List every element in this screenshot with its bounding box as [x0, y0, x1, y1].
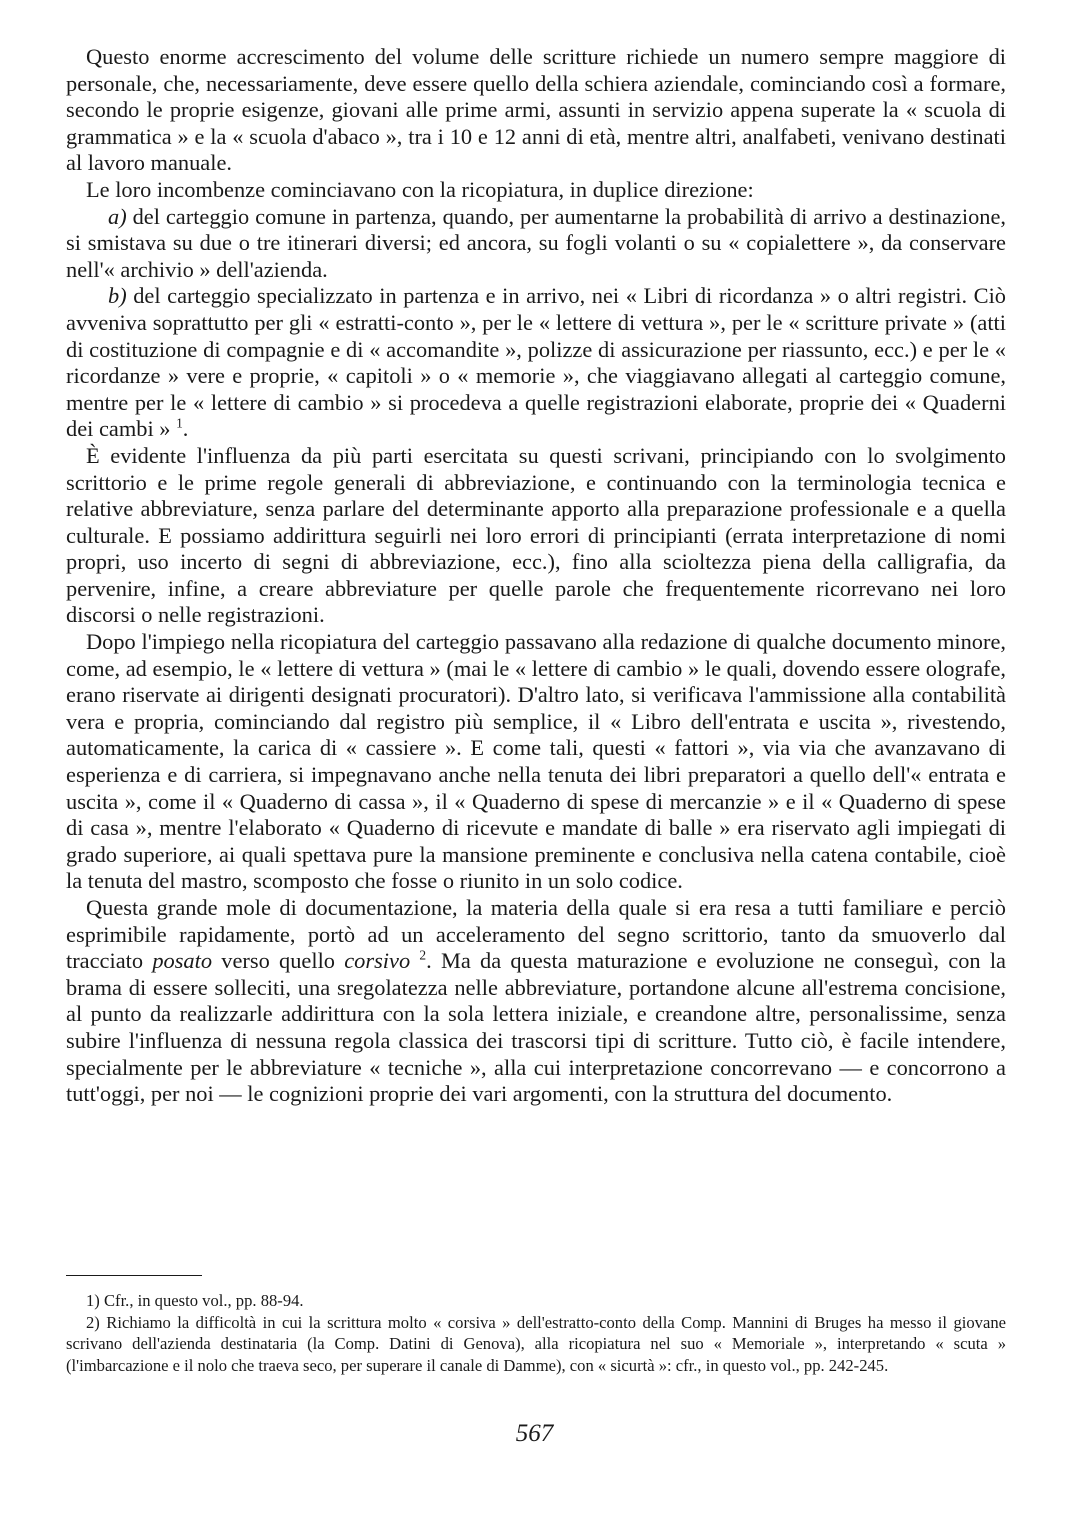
paragraph-6 — [66, 629, 1006, 895]
page-number: 567 — [515, 1420, 554, 1447]
paragraph-5-text: È evidente l'influenza da più parti esercitata su questi scrivani, principiando con lo svolgimento scrittorio e le prime regole generali di abbreviazione, e continuando con la terminologia tecnica e relative abbreviature, senza parlare del determinante apporto alla preparazione professionale e a quella culturale. E possiamo addirittura seguirli nei loro errori di principianti (errata interpretazione di nomi propri, uso incerto di segni di abbreviazione, ecc.), fino alla scioltezza piena della calligrafia, da pervenire, infine, a creare abbreviature per quelle parole che frequentemente ricorrevano nei loro discorsi o nelle registrazioni. — [66, 442, 1006, 628]
item-b-label: b) — [108, 283, 127, 309]
paragraph-7-em-corsivo: corsivo — [344, 948, 411, 974]
paragraph-7-em-posato: posato — [152, 948, 213, 974]
paragraph-7 — [66, 895, 1006, 1108]
item-a-text: del carteggio comune in partenza, quando, per aumentarne la probabilità di arrivo a destinazione, si smistava su due o tre itinerari diversi; ed ancora, su fogli volanti o su « copialettere », da conservare nell'« archivio » dell'azienda. — [66, 203, 1006, 282]
paragraph-7-text-a: Questa grande mole di documentazione, la materia della quale si era resa a tutti familiare e perciò esprimibile rapidamente, portò ad un acceleramento del segno scrittorio, tanto da smuoverlo dal tracciato — [66, 895, 1006, 974]
footnote-ref-2[interactable]: 2 — [419, 947, 427, 963]
item-a-label: a) — [108, 203, 127, 229]
paragraph-2-text: Le loro incombenze cominciavano con la ricopiatura, in duplice direzione: — [86, 176, 754, 202]
body-text — [66, 44, 1006, 1108]
footnote-1-mark: 1) — [86, 1291, 100, 1310]
footnote-2-mark: 2) — [86, 1312, 100, 1332]
paragraph-7-text-b: verso quello — [212, 948, 345, 974]
footnote-2 — [66, 1312, 1006, 1377]
item-b-text: del carteggio specializzato in partenza e in arrivo, nei « Libri di ricordanza » o altri registri. Ciò avveniva soprattutto per gli « estratti-conto », per le « lettere di vettura », per le « scritture private » (atti di costituzione di compagnie e di « accomandite », polizze di assicurazione per riassunto, ecc.) e per le « ricordanze » vere e proprie, « capitoli » o « memorie », che viaggiavano allegati al carteggio comune, mentre per le « lettere di cambio » si procedeva a quelle registrazioni elaborate, proprie dei « Quaderni dei cambi » — [66, 283, 1006, 442]
footnote-divider — [66, 1275, 202, 1276]
paragraph-1 — [66, 44, 1006, 177]
paragraph-7-text-c: . Ma da questa maturazione e evoluzione ne conseguì, con la brama di essere solleciti, una sregolatezza nelle abbreviature, portandone alcune all'estrema concisione, al punto da realizzarle addirittura con la sola lettera iniziale, e creandone altre, personalissime, senza subire l'influenza di nessuna regola classica dei trascorsi tipi di scritture. Tutto ciò, è facile intendere, specialmente per le abbreviature « tecniche », alla cui interpretazione concorrevano — e concorrono a tutt'oggi, per noi — le cognizioni proprie dei vari argomenti, con la struttura del documento. — [66, 948, 1006, 1107]
paragraph-3-item-a — [66, 204, 1006, 284]
footnotes — [66, 1290, 1006, 1376]
footnote-1 — [66, 1290, 1006, 1312]
paragraph-4-item-b: b) del carteggio specializzato in partenza e in arrivo, nei « Libri di ricordanza » o altri registri. Ciò avveniva soprattutto per gli « estratti-conto », per le « lettere di vettura », per le « scritture private » (atti di costituzione di compagnie e di « accomandite », polizze di assicurazione per riassunto, ecc.) e per le « ricordanze » vere e proprie, « capitoli » o « memorie », che viaggiavano allegati al carteggio comune, mentre per le « lettere di cambio » si procedeva a quelle registrazioni elaborate, proprie dei « Quaderni dei cambi » $^1$. — [66, 283, 1006, 442]
paragraph-1-text: Questo enorme accrescimento del volume delle scritture richiede un numero sempre maggiore di personale, che, necessariamente, deve essere quello della schiera aziendale, cominciando così a formare, secondo le proprie esigenze, giovani alle prime armi, assunti in servizio appena superate la « scuola di grammatica » e la « scuola d'abaco », tra i 10 e 12 anni di età, mentre altri, analfabeti, venivano destinati al lavoro manuale. — [66, 44, 1006, 176]
footnote-1-text: Cfr., in questo vol., pp. 88-94. — [99, 1291, 304, 1310]
footnote-ref-1[interactable]: 1 — [176, 415, 183, 431]
footnote-2-text: Richiamo la difficoltà in cui la scrittura molto « corsiva » dell'estratto-conto della Comp. Mannini di Bruges ha messo il giovane scrivano dell'azienda destinataria (la Comp. Datini di Genova), alla ricopiatura nel suo « Memoriale », interpretando « scuta » (l'imbarcazione e il nolo che traeva seco, per superare il canale di Damme), con « sicurtà »: cfr., in questo vol., pp. 242-245. — [66, 1312, 1006, 1375]
paragraph-6-text: Dopo l'impiego nella ricopiatura del carteggio passavano alla redazione di qualche documento minore, come, ad esempio, le « lettere di vettura » (mai le « lettere di cambio » le quali, dovendo essere olografe, erano riservate ai dirigenti designati procuratori). D'altro lato, si verificava l'ammissione alla contabilità vera e propria, cominciando dal registro più semplice, il « Libro dell'entrata e uscita », rivestendo, automaticamente, la carica di « cassiere ». E come tali, questi « fattori », via via che avanzavano di esperienza e di carriera, si impegnavano anche nella tenuta dei libri preparatori a quello dell'« entrata e uscita », come il « Quaderno di cassa », il « Quaderno di spese di mercanzie » e il « Quaderno di spese di casa », mentre l'elaborato « Quaderno di ricevute e mandate di balle » era riservato agli impiegati di grado superiore, ai quali spettava pure la mansione preminente e conclusiva nella catena contabile, cioè la tenuta del mastro, scomposto che fosse o riunito in un solo codice. — [66, 629, 1006, 894]
paragraph-2 — [66, 177, 1006, 204]
paragraph-5 — [66, 443, 1006, 629]
